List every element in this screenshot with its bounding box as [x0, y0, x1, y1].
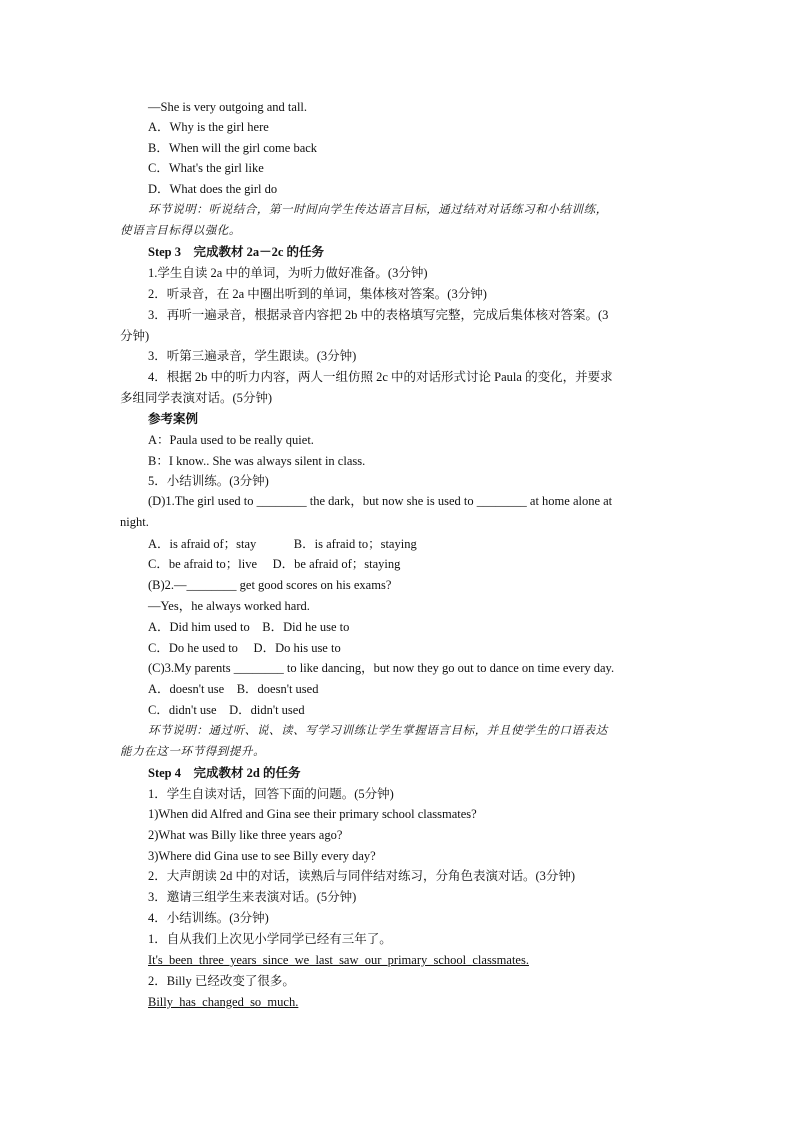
q3-options-cd: C．didn't use D．didn't used: [148, 703, 305, 717]
step4-item-4: 4．小结训练。(3分钟): [148, 911, 269, 925]
q3-options-ab: A．doesn't use B．doesn't used: [148, 682, 319, 696]
question-1: (D)1.The girl used to ________ the dark，but now she is used to ________ at home alone at: [148, 494, 613, 508]
question-2: (B)2.—________ get good scores on his exams?: [148, 578, 392, 592]
section-note: 环节说明：听说结合，第一时间向学生传达语言目标，通过结对对话练习和小结训练，: [148, 204, 608, 216]
step3-item-4: 3．听第三遍录音，学生跟读。(3分钟): [148, 349, 357, 363]
section-note-2: 环节说明：通过听、说、读、写学习训练让学生掌握语言目标，并且使学生的口语表达: [148, 725, 608, 737]
step4-item-3: 3．邀请三组学生来表演对话。(5分钟): [148, 890, 357, 904]
option-a: A．Why is the girl here: [148, 120, 269, 134]
answer-line: —She is very outgoing and tall.: [148, 100, 308, 114]
q2-options-cd: C．Do he used to D．Do his use to: [148, 641, 341, 655]
step3-item-3-cont: 分钟): [120, 329, 150, 343]
step3-item-5-cont: 多组同学表演对话。(5分钟): [120, 391, 273, 405]
step4-question-3: 3)Where did Gina use to see Billy every day?: [148, 849, 376, 863]
example-heading: 参考案例: [148, 412, 199, 426]
step3-item-1: 1.学生自读 2a 中的单词，为听力做好准备。(3分钟): [148, 266, 428, 280]
step3-heading: Step 3 完成教材 2a－2c 的任务: [148, 245, 325, 259]
step4-question-2: 2)What was Billy like three years ago?: [148, 828, 343, 842]
option-b: B．When will the girl come back: [148, 141, 318, 155]
q1-options-ab: A．is afraid of；stay B．is afraid to；staying: [148, 537, 417, 551]
step3-item-5: 4．根据 2b 中的听力内容，两人一组仿照 2c 中的对话形式讨论 Paula 的变化，并要求: [148, 370, 613, 384]
example-a: A：Paula used to be really quiet.: [148, 433, 314, 447]
q1-options-cd: C．be afraid to；live D．be afraid of；staying: [148, 557, 401, 571]
translation-1: 1．自从我们上次见小学同学已经有三年了。: [148, 932, 392, 946]
question-1-cont: night.: [120, 515, 149, 529]
step3-item-3: 3．再听一遍录音，根据录音内容把 2b 中的表格填写完整，完成后集体核对答案。(3: [148, 308, 609, 322]
translation-1-answer: It's_been_three_years_since_we_last_saw_our_primary_school_classmates.: [148, 953, 529, 967]
question-3: (C)3.My parents ________ to like dancing，but now they go out to dance on time every day.: [148, 661, 615, 675]
section-note-2-cont: 能力在这一环节得到提升。: [120, 746, 266, 758]
step3-item-2: 2．听录音，在 2a 中圈出听到的单词，集体核对答案。(3分钟): [148, 287, 487, 301]
translation-2: 2．Billy 已经改变了很多。: [148, 974, 295, 988]
translation-2-answer: Billy_has_changed_so_much.: [148, 995, 299, 1009]
step4-heading: Step 4 完成教材 2d 的任务: [148, 766, 301, 780]
q2-options-ab: A．Did him used to B．Did he use to: [148, 620, 350, 634]
example-b: B：I know.. She was always silent in class.: [148, 454, 366, 468]
practice-heading: 5．小结训练。(3分钟): [148, 474, 269, 488]
step4-item-1: 1．学生自读对话，回答下面的问题。(5分钟): [148, 787, 394, 801]
question-2-reply: —Yes，he always worked hard.: [148, 599, 310, 613]
option-d: D．What does the girl do: [148, 182, 278, 196]
step4-item-2: 2．大声朗读 2d 中的对话，读熟后与同伴结对练习，分角色表演对话。(3分钟): [148, 869, 576, 883]
option-c: C．What's the girl like: [148, 161, 264, 175]
step4-question-1: 1)When did Alfred and Gina see their primary school classmates?: [148, 807, 477, 821]
section-note-cont: 使语言目标得以强化。: [120, 225, 241, 237]
